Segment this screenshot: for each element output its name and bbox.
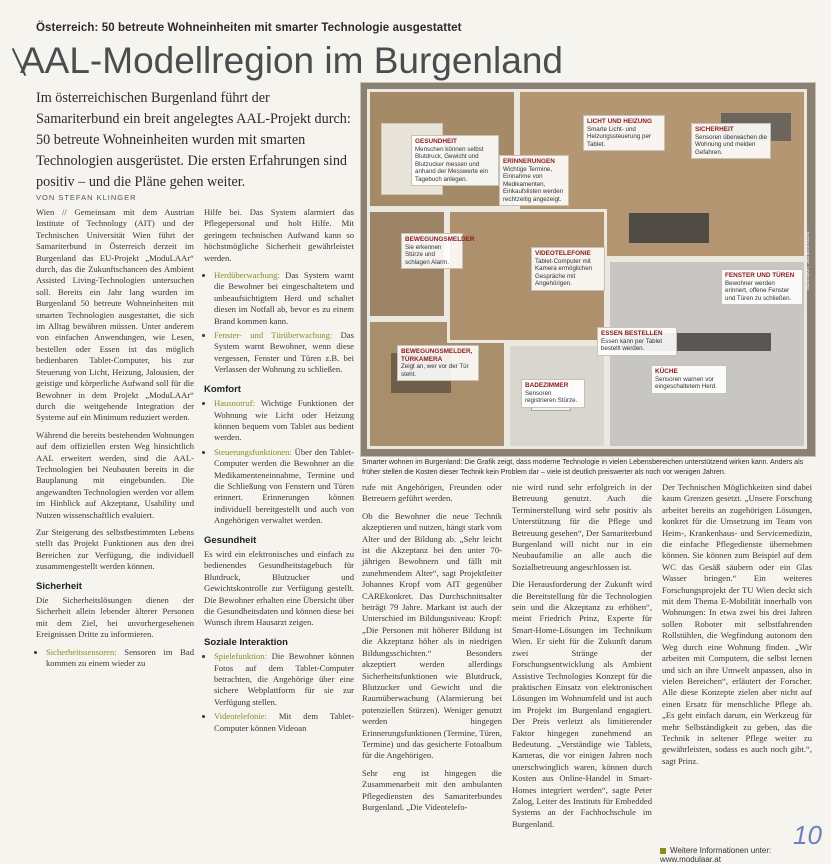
bullet-text: Wichtige Funktionen der Wohnung wie Licht oder Heizung können bequem vom Tablet aus bedient werden.: [214, 398, 354, 443]
paragraph: nie wird rund sehr erfolgreich in der Betreuung genutzt. Auch die Terminerstellung wird sehr positiv als Unterstützung für die Pflege und Betreuung gesehen“, Der Samariterbund Burgenland will nicht nur in ein Neubaufamilie an alle auch die Sozialbetreuung angeschlossen ist.: [512, 482, 652, 572]
list-item: [214, 447, 354, 527]
paragraph: Zur Steigerung des selbstbestimmten Lebens stellt das Projekt Funktionen aus den drei Bereichen zur Verfügung, die individuell zusammengestellt werden können.: [36, 526, 194, 572]
paragraph: Es wird ein elektronisches und einfach zu bedienendes Gesundheitstagebuch für Blutdruck, Blutzucker und Gewichtskontrolle zur Verfügung gestellt. Die Bewohner erhalten eine Übersicht über die Gesundheitsdaten und können diese bei Wunsch ihrem Hausarzt zeigen.: [204, 548, 354, 628]
plan-label-title: FENSTER UND TÜREN: [725, 272, 795, 279]
plan-label-erinnerungen: [499, 155, 569, 206]
plan-label-badezimmer: [521, 379, 585, 408]
list-item: [214, 398, 354, 444]
bullet-highlight: Sicherheitssensoren:: [46, 646, 117, 657]
plan-label-essen-bestellen: [597, 327, 677, 356]
bullet-highlight: Spielefunktion:: [214, 651, 267, 662]
bullet-highlight: Herdüberwachung:: [214, 270, 280, 281]
list-item: [214, 711, 354, 734]
list-item: [46, 647, 194, 670]
paragraph: Wien // Gemeinsam mit dem Austrian Institute of Technology (AIT) und der Technischen Universität Wien führt der Samariterbund in Österreich derzeit im Burgenland das EU-Projekt „ModuLAAr“ durch, das die Zukunftschancen des Ambient Assisted Living-Technologien untersuchen soll. Bereits ein Jahr lang wurden im Burgenland 50 betreute Wohneinheiten mit smarten Technologien ausgestattet, die sich im Alltag bewähren müssen. Unter anderem von einfachen Anwendungen, wie Lesen, bestellen oder Essen ist das möglich bedienbaren Tablet-Computer, bis zur Steuerung von Licht, Heizung, Jalousien, der geistige und körperliche Aufwand soll für die Bewohner in dem Projekt „ModuLAAr“ durch die weitgehende Integration der Systeme auf ein Minimum reduziert werden.: [36, 207, 194, 423]
plan-label-text: Sensoren registrieren Stürze.: [525, 389, 578, 404]
plan-label-title: BEWEGUNGSMELDER: [405, 236, 475, 243]
footer-text: Weitere Informationen unter: www.modulaar.at: [660, 846, 772, 864]
bullet-text: Das System warnt die Bewohner bei eingeschaltetem und unbeaufsichtigtem Herd und schaltet diesen im Notfall ab, bevor es zu einem Brand kommen kann.: [214, 270, 354, 326]
plan-label-title: LICHT UND HEIZUNG: [587, 118, 652, 125]
bullet-highlight: Fenster- und Türüberwachung:: [214, 330, 333, 341]
bullet-text: Das System warnt Bewohner, wenn diese vergessen, Fenster und Türen z.B. bei Verlassen der Wohnung zu schließen.: [214, 330, 354, 375]
byline: VON STEFAN KLINGER: [36, 193, 137, 202]
footer-info: [660, 846, 831, 864]
paragraph: Während die bereits bestehenden Wohnungen auf dem offiziellen ersten Weg hinsichtlich AAL erweitert werden, sind die AAL-Technologien bei Neubauten bereits in die Bauplanung mit eingebunden. Die angewandten Technologien werden vor allem im Hinblick auf Akzeptanz, Usability und Nutzen wissenschaftlich evaluiert.: [36, 429, 194, 520]
plan-label-sicherheit: [691, 123, 771, 159]
kicker: Österreich: 50 betreute Wohneinheiten mit smarter Technologie ausgestattet: [36, 22, 462, 34]
page-title: AAL-Modellregion im Burgenland: [20, 40, 563, 81]
plan-label-title: VIDEOTELEFONIE: [535, 250, 591, 257]
image-caption: Smarter wohnen im Burgenland: Die Grafik zeigt, dass moderne Technologie in vielen Lebensbereichen unterstützend wirken kann. Anders als früher stellen die Kosten dieser Technik kein Problem dar – viele ist deutlich preiswerter als noch vor wenigen Jahren.: [362, 459, 804, 476]
plan-label-title: ERINNERUNGEN: [503, 158, 555, 165]
bullet-text: Über den Tablet-Computer werden die Bewohner an die Medikamenteneinnahme, Termine und die Schließung von Fenstern und Türen erinnert. Erinnerungen können individuell bereitgestellt und auch von Angehörigen verwaltet werden.: [214, 446, 354, 526]
bullet-list: [204, 398, 354, 526]
list-item: [214, 330, 354, 376]
plan-label-bewegungsmelder: [401, 233, 475, 269]
plan-label-text: Wichtige Termine, Einnahme von Medikamenten, Einkaufslisten werden rechtzeitig angezeigt.: [503, 165, 564, 203]
article-column-1: [36, 207, 194, 673]
bullet-text: Mit dem Tablet-Computer können Videoan: [214, 711, 354, 733]
bullet-highlight: Hausnotruf:: [214, 398, 256, 409]
plan-label-tuerkamera: [397, 345, 479, 381]
article-column-2: [204, 207, 354, 738]
paragraph: Sehr eng ist hingegen die Zusammenarbeit mit den ambulanten Pflegediensten des Samariterbundes Burgenland. „Die Videotelefo-: [362, 767, 502, 812]
plan-label-title: GESUNDHEIT: [415, 138, 457, 145]
paragraph: rufe mit Angehörigen, Freunden oder Betreuern geführt werden.: [362, 482, 502, 504]
plan-label-text: Sie erkennen Stürze und schlagen Alarm.: [405, 243, 450, 266]
lead-paragraph: Im österreichischen Burgenland führt der Samariterbund ein breit angelegtes AAL-Projekt durch: 50 betreute Wohneinheiten wurden mit smarten Technologien ausgerüstet. Die ersten Erfahrungen sind positiv – und die Pläne gehen weiter.: [36, 90, 351, 190]
section-heading: Soziale Interaktion: [204, 636, 288, 648]
plan-label-text: Menschen können selbst Blutdruck, Gewicht und Blutzucker messen und anhand der Messwerte ein Tagebuch anlegen.: [415, 145, 488, 183]
list-item: [214, 270, 354, 327]
plan-label-title: SICHERHEIT: [695, 126, 734, 133]
plan-label-text: Sensoren warnen vor eingeschaltetem Herd.: [655, 375, 717, 390]
floor-plan-illustration: [360, 82, 816, 457]
plan-label-kueche: [651, 365, 727, 394]
plan-label-title: KÜCHE: [655, 368, 678, 375]
list-item: [214, 651, 354, 708]
bullet-list: [204, 651, 354, 734]
plan-label-videotelefonie: [531, 247, 605, 291]
paragraph: Die Sicherheitslösungen dienen der Sicherheit allein lebender älterer Personen mit dem Ziel, bei unvorhergesehenen Ereignissen Dritte zu informieren.: [36, 595, 194, 640]
paragraph: Hilfe bei. Das System alarmiert das Pflegepersonal und holt Hilfe. Mit geringem technischen Aufwand kann so höchstmögliche Sicherheit gewährleistet werden.: [204, 207, 354, 263]
paragraph: Der Technischen Möglichkeiten sind dabei kaum Grenzen gesetzt. „Unsere Forschung arbeitet bereits an zugehörigen Lösungen, konkret für die Umsetzung im Team von Heim-, Krankenhaus- und Servicemedizin, die einfache Pflegedienste übernehmen können. Sie können zum Beispiel auf dem WC das Gesäß säubern oder ein Glas Wasser bringen.“ Ein weiteres Forschungsprojekt der TU Wien deckt sich mit dem Thema E-Mobilität innerhalb von Wohnungen: In etwa zwei bis drei Jahren sollen Roboter mit selbstfahrenden Rollstühlen, die Wegfindung autonom den Weg durch eine Wohnung finden. „Wir arbeiten mit Computern, die selbst lernen und sich an ihre Umwelt anpassen, also in vielen Bereichen“, erläutert der Forscher. Alle diese Konzepte zielen aber nicht auf einen Ersatz für menschliche Pflege ab. „Es geht einfach darum, ein Werkzeug für mehr Selbständigkeit zu geben, das die Technik in seltener Pflege weiter zu gewährleisten, sodass es auch noch gibt.“, sagt Prinz.: [662, 482, 812, 766]
plan-label-title: BADEZIMMER: [525, 382, 569, 389]
paragraph: Ob die Bewohner die neue Technik akzeptieren und nutzen, hängt stark vom Alter und der Bildung ab. „Sehr leicht ist die Akzeptanz bei den unter 70-jährigen Bewohnern und fällt mit zunehmendem Alter“, sagt Projektleiter Johannes Kropf vom AIT gegenüber CAREkonkret. Das Durchschnittsalter beträgt 79 Jahre. Markant ist auch der Unterschied im Bildungsniveau: Kropf: „Die Personen mit höherer Bildung ist die Akzeptanz höher als in niedrigen Bildungsschichten.“ Besonders akzeptiert werden allerdings Sicherheitsfunktionen wie Blutdruck, Blutzucker und Gewicht und die Raumüberwachung (Alarmierung bei potenziellen Stürzen). Weniger genutzt werden hingegen Erinnerungsfunktionen (Termine, Türen, Termine) und das gesicherte Fotoalbum für die Angehörigen.: [362, 510, 502, 761]
plan-label-fenster-tueren: [721, 269, 803, 305]
plan-label-text: Smarte Licht- und Heizungssteuerung per Tablet.: [587, 125, 651, 148]
section-heading: Sicherheit: [36, 580, 82, 592]
plan-label-gesundheit: [411, 135, 499, 186]
bullet-list: [204, 270, 354, 376]
article-column-4: [512, 482, 652, 836]
plan-label-text: Zeigt an, wer vor der Tür steht.: [401, 363, 469, 378]
plan-label-licht-heizung: [583, 115, 665, 151]
bullet-text: Die Bewohner können Fotos auf dem Tablet-Computer betrachten, die Angehörige über eine sichere Webplattform für sie zur Verfügung stellen.: [214, 651, 354, 707]
square-bullet-icon: [660, 848, 666, 854]
dining-table: [629, 213, 709, 243]
article-column-5: [662, 482, 812, 773]
plan-label-text: Bewohner werden erinnert, offene Fenster und Türen zu schließen.: [725, 279, 792, 302]
plan-label-text: Tablet-Computer mit Kamera ermöglichen Gespräche mit Angehörigen.: [535, 257, 593, 287]
bullet-highlight: Videotelefonie:: [214, 711, 267, 722]
article-column-3: [362, 482, 502, 819]
plan-label-title: ESSEN BESTELLEN: [601, 330, 663, 337]
bullet-list: [36, 647, 194, 670]
bullet-text: Sensoren im Bad kommen zu einem wieder zu: [46, 646, 194, 669]
plan-label-text: Essen kann per Tablet bestellt werden.: [601, 337, 663, 352]
paragraph: Die Herausforderung der Zukunft wird die Bereitstellung für die Technologien sein und die Akzeptanz zu erhöhen“, meint Friedrich Prinz, Experte für Smart-Home-Lösungen im Technikum Wien. Er sieht für die Zukunft darum zwei Stränge der Forschungsentwicklung als Ambient Assistive Technologies Konzept für die praktischen Einsatz von elektronischen Lösungen im Wohnumfeld und ist auch im Projekt im Burgenland engagiert. Der Preis verletzt als limitierender Faktor hingegen zunehmend an Bedeutung. „Verständige wie Tablets, Kameras, die vor einigen Jahren noch unerschwinglich waren, können durch Kosten aus Online-Handel in Smart-Homes integriert werden“, sagte Peter Zalog, Leiter des Instituts für Embedded Systems an der Fachhochschule im Burgenland.: [512, 579, 652, 829]
plan-label-title: BEWEGUNGSMELDER, TÜRKAMERA: [401, 348, 473, 363]
page-number: 10: [793, 820, 822, 850]
illustration-credit: Illustration: Samariterbund: [805, 231, 811, 290]
section-heading: Komfort: [204, 383, 241, 395]
bullet-highlight: Steuerungsfunktionen:: [214, 446, 292, 457]
plan-label-text: Sensoren überwachen die Wohnung und melden Gefahren.: [695, 133, 767, 156]
section-heading: Gesundheit: [204, 534, 257, 546]
